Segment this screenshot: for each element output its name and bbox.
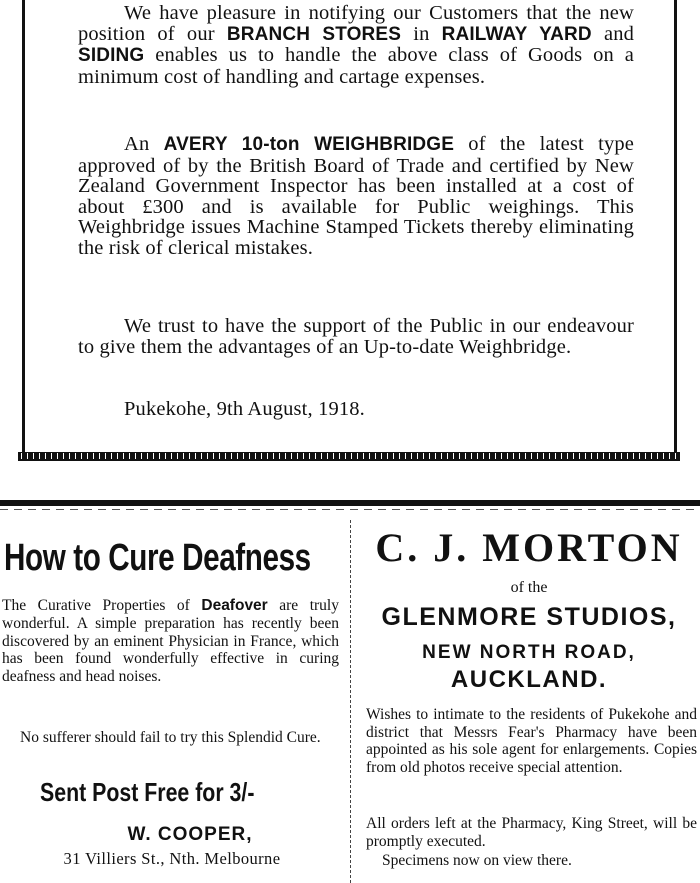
deafness-ad-body-2: No sufferer should fail to try this Splendid Cure. xyxy=(20,729,321,746)
para1-text-pre: We have pleasure in notifying our Customers that the new position of our xyxy=(78,2,634,45)
morton-ad-name: C. J. MORTON xyxy=(375,525,683,570)
para1-text-mid1: in xyxy=(401,22,442,45)
para2-bold-avery-weighbridge: AVERY 10-ton WEIGHBRIDGE xyxy=(163,134,455,155)
deafness-ad-body-1 xyxy=(2,597,339,686)
section-divider xyxy=(0,500,700,506)
deafness-ad-seller-address: 31 Villiers St., Nth. Melbourne xyxy=(63,849,281,868)
notice-bottom-border xyxy=(18,452,680,461)
notice-paragraph-3: We trust to have the support of the Public in our endeavour to give them the advantages of an Up-to-date Weighbridge. xyxy=(78,315,634,358)
morton-ad-of-the: of the xyxy=(510,579,548,596)
notice-paragraph-2 xyxy=(78,134,634,258)
para1-bold-branch-stores: BRANCH STORES xyxy=(226,23,402,45)
morton-ad-body-3: Specimens now on view there. xyxy=(382,852,572,869)
morton-ad-body-1: Wishes to intimate to the residents of Pukekohe and district that Messrs Fear's Pharmacy have been appointed as his sole agent for enlargements. Copies from old photos receive special attention. xyxy=(366,706,697,776)
para1-bold-siding: SIDING xyxy=(78,45,145,66)
deafness-product-name: Deafover xyxy=(201,597,268,614)
morton-ad-studio-road: NEW NORTH ROAD, xyxy=(422,642,636,663)
section-divider-dashes xyxy=(0,509,700,510)
para1-text-mid2: and xyxy=(591,22,634,45)
notice-left-border xyxy=(22,0,25,452)
deafness-ad-title: How to Cure Deafness xyxy=(4,537,311,579)
notice-right-border xyxy=(674,0,677,452)
para1-bold-railway-yard: RAILWAY YARD xyxy=(441,23,592,45)
para1-text-post: enables us to handle the above class of Goods on a minimum cost of handling and cartage expenses. xyxy=(78,44,634,88)
deafness-body1-post: are truly wonderful. A simple preparation has recently been discovered by an eminent Physician in France, which has been found wonderfully effective in curing deafness and head noises. xyxy=(2,597,339,686)
morton-ad-studio-city: AUCKLAND. xyxy=(450,666,608,693)
column-divider xyxy=(350,520,351,883)
notice-dateline: Pukekohe, 9th August, 1918. xyxy=(124,398,365,420)
deafness-body1-pre: The Curative Properties of xyxy=(2,597,202,614)
morton-ad-studio-name: GLENMORE STUDIOS, xyxy=(381,603,677,631)
morton-ad-body-2: All orders left at the Pharmacy, King Street, will be promptly executed. xyxy=(366,815,697,850)
deafness-ad-seller-name: W. COOPER, xyxy=(127,824,253,845)
deafness-ad-offer: Sent Post Free for 3/- xyxy=(40,777,255,807)
notice-paragraph-1 xyxy=(78,3,634,87)
para2-text-post: of the latest type approved of by the British Board of Trade and certified by New Zealand Government Inspector has been installed at a cost of about £300 and is available for Public weighings. This Weighbridge issues Machine Stamped Tickets thereby eliminating the risk of clerical mistakes. xyxy=(78,133,634,259)
para2-text-pre: An xyxy=(124,133,164,155)
